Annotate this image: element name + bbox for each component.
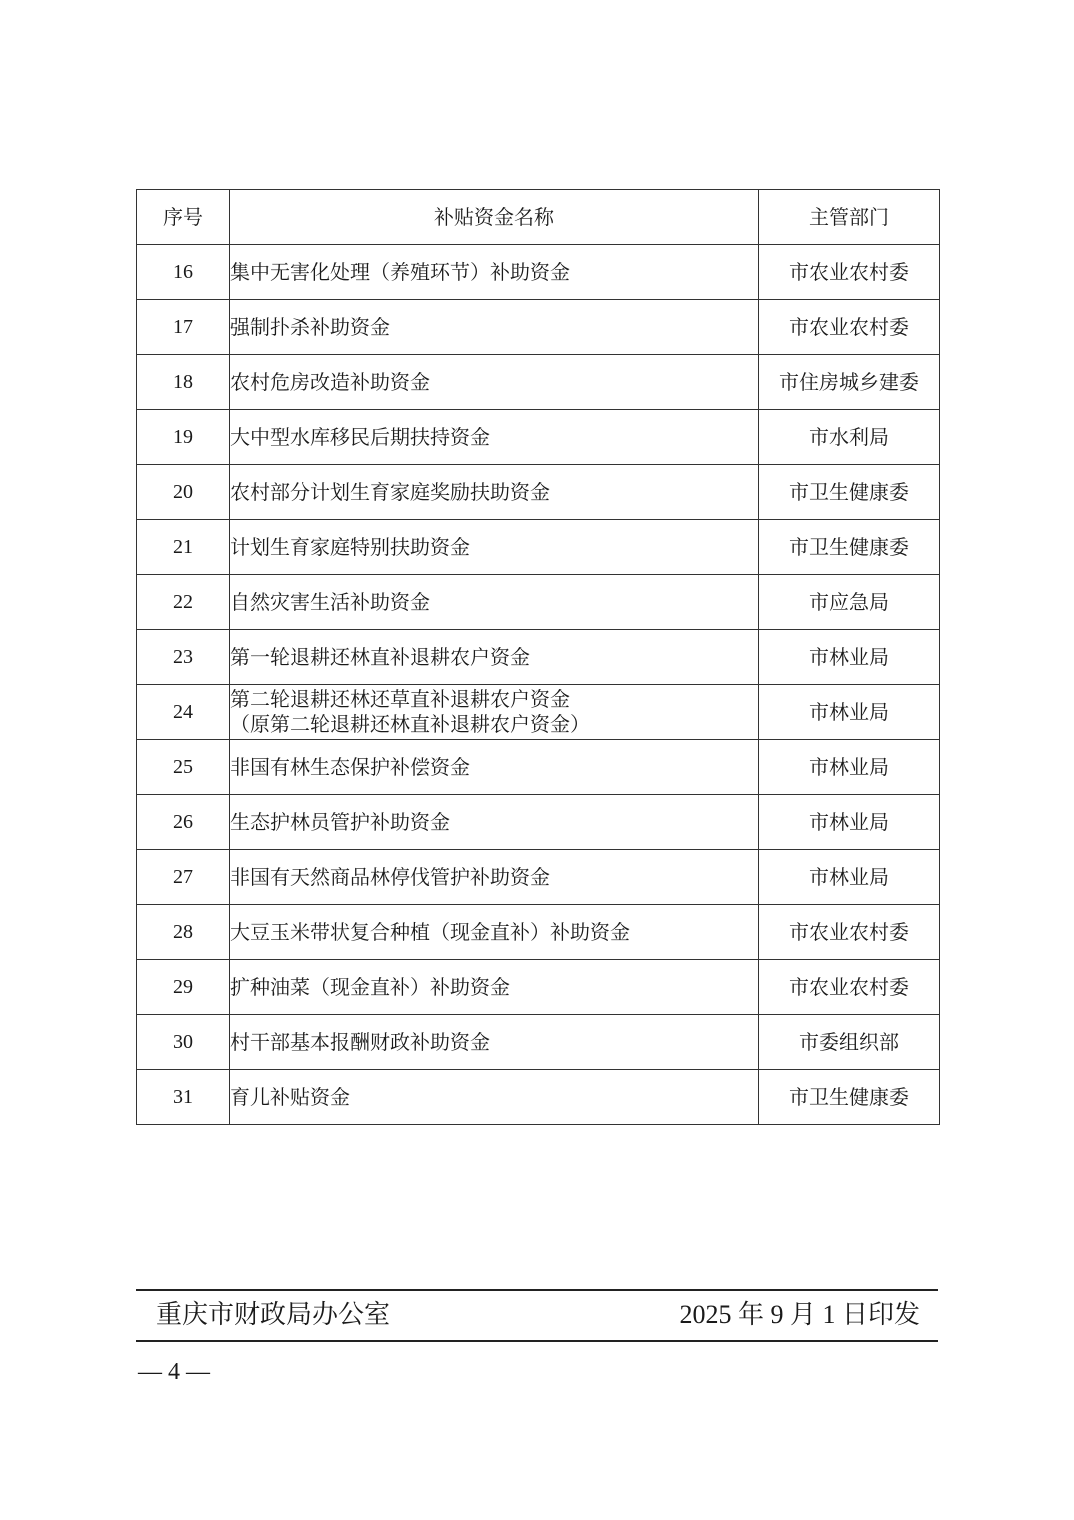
row-seq: 26 — [137, 795, 230, 850]
row-name — [230, 740, 759, 795]
table-header-row — [137, 190, 940, 245]
row-dept: 市林业局 — [759, 685, 940, 740]
footer-bottom-rule — [136, 1340, 938, 1342]
table-row — [137, 300, 940, 355]
row-dept: 市应急局 — [759, 575, 940, 630]
row-seq: 19 — [137, 410, 230, 465]
table-row — [137, 410, 940, 465]
table-row — [137, 575, 940, 630]
row-seq: 28 — [137, 905, 230, 960]
table-row — [137, 905, 940, 960]
row-name-line: （原第二轮退耕还林直补退耕农户资金） — [230, 712, 590, 736]
table-row — [137, 1015, 940, 1070]
row-name — [230, 905, 759, 960]
row-dept: 市农业农村委 — [759, 245, 940, 300]
row-dept: 市农业农村委 — [759, 960, 940, 1015]
row-dept: 市农业农村委 — [759, 300, 940, 355]
row-seq: 24 — [137, 685, 230, 740]
row-name — [230, 520, 759, 575]
row-seq: 22 — [137, 575, 230, 630]
row-seq: 16 — [137, 245, 230, 300]
row-name-line: 扩种油菜（现金直补）补助资金 — [230, 974, 510, 999]
row-dept: 市林业局 — [759, 850, 940, 905]
row-name — [230, 410, 759, 465]
table-row — [137, 850, 940, 905]
subsidy-table — [136, 189, 940, 1125]
row-name-line: 大豆玉米带状复合种植（现金直补）补助资金 — [230, 919, 630, 944]
row-name-line: 计划生育家庭特别扶助资金 — [230, 534, 470, 559]
row-name — [230, 575, 759, 630]
row-name-line: 育儿补贴资金 — [230, 1084, 350, 1109]
row-name-line: 自然灾害生活补助资金 — [230, 589, 430, 614]
row-dept: 市卫生健康委 — [759, 520, 940, 575]
table-row — [137, 245, 940, 300]
table-body — [137, 245, 940, 1125]
row-seq: 21 — [137, 520, 230, 575]
table-row — [137, 630, 940, 685]
row-name — [230, 1015, 759, 1070]
header-dept: 主管部门 — [759, 190, 940, 245]
subsidy-table-container — [136, 189, 938, 1125]
row-dept: 市卫生健康委 — [759, 1070, 940, 1125]
header-name: 补贴资金名称 — [230, 190, 759, 245]
row-name-line: 大中型水库移民后期扶持资金 — [230, 424, 490, 449]
row-name-line: 非国有林生态保护补偿资金 — [230, 754, 470, 779]
row-dept: 市住房城乡建委 — [759, 355, 940, 410]
row-name-line: 生态护林员管护补助资金 — [230, 809, 450, 834]
row-dept: 市水利局 — [759, 410, 940, 465]
row-name-line: 第一轮退耕还林直补退耕农户资金 — [230, 644, 530, 669]
row-seq: 23 — [137, 630, 230, 685]
row-name — [230, 960, 759, 1015]
table-row — [137, 355, 940, 410]
row-seq: 20 — [137, 465, 230, 520]
header-seq: 序号 — [137, 190, 230, 245]
row-seq: 17 — [137, 300, 230, 355]
row-seq: 29 — [137, 960, 230, 1015]
row-name — [230, 850, 759, 905]
row-seq: 30 — [137, 1015, 230, 1070]
row-name — [230, 245, 759, 300]
issuer-name: 重庆市财政局办公室 — [156, 1300, 391, 1330]
row-name-line: 非国有天然商品林停伐管护补助资金 — [230, 864, 550, 889]
row-name-line: 第二轮退耕还林还草直补退耕农户资金 — [230, 687, 570, 711]
table-row — [137, 740, 940, 795]
table-row — [137, 465, 940, 520]
page-number: — 4 — — [138, 1359, 210, 1385]
row-seq: 18 — [137, 355, 230, 410]
footer-top-rule — [136, 1289, 938, 1291]
row-name — [230, 795, 759, 850]
row-name — [230, 355, 759, 410]
row-name — [230, 465, 759, 520]
row-name — [230, 300, 759, 355]
row-seq: 27 — [137, 850, 230, 905]
issue-date: 2025 年 9 月 1 日印发 — [679, 1300, 920, 1329]
table-row — [137, 1070, 940, 1125]
row-dept: 市委组织部 — [759, 1015, 940, 1070]
row-seq: 25 — [137, 740, 230, 795]
row-dept: 市农业农村委 — [759, 905, 940, 960]
table-row — [137, 520, 940, 575]
row-name-line: 村干部基本报酬财政补助资金 — [230, 1029, 490, 1054]
row-name-line: 农村危房改造补助资金 — [230, 369, 430, 394]
row-seq: 31 — [137, 1070, 230, 1125]
row-name-line: 强制扑杀补助资金 — [230, 314, 390, 339]
row-name-line: 集中无害化处理（养殖环节）补助资金 — [230, 259, 570, 284]
row-dept: 市卫生健康委 — [759, 465, 940, 520]
table-row — [137, 960, 940, 1015]
row-name — [230, 1070, 759, 1125]
row-dept: 市林业局 — [759, 795, 940, 850]
table-row — [137, 795, 940, 850]
row-name-line: 农村部分计划生育家庭奖励扶助资金 — [230, 479, 550, 504]
row-dept: 市林业局 — [759, 630, 940, 685]
table-row — [137, 685, 940, 740]
row-name — [230, 685, 759, 740]
row-dept: 市林业局 — [759, 740, 940, 795]
row-name — [230, 630, 759, 685]
